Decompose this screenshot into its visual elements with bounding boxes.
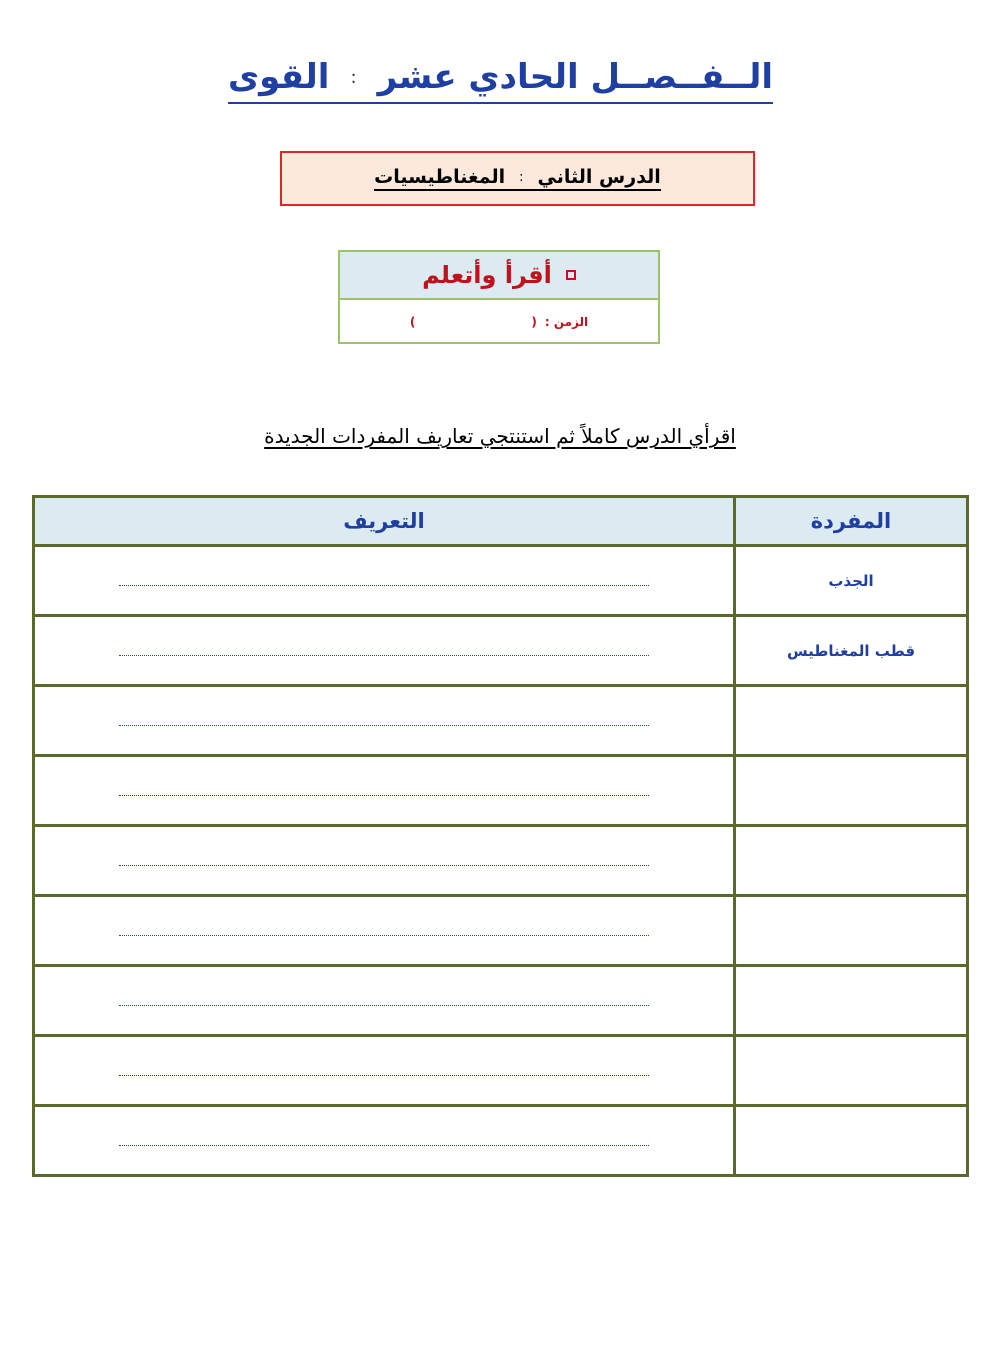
term-cell[interactable] (735, 896, 968, 966)
table-row (34, 1036, 968, 1106)
instruction-text: اقرأي الدرس كاملاً ثم استنتجي تعاريف المفردات الجديدة (264, 424, 736, 448)
dotted-line (119, 584, 649, 586)
table-header-row (34, 497, 968, 546)
definition-cell[interactable] (34, 966, 735, 1036)
dotted-line (119, 864, 649, 866)
lesson-box (280, 151, 755, 206)
time-row (340, 300, 658, 344)
topic-title: القوى (228, 57, 330, 97)
dotted-line (119, 724, 649, 726)
dotted-line (119, 1144, 649, 1146)
vocabulary-table (32, 495, 969, 1177)
definition-cell[interactable] (34, 756, 735, 826)
term-cell: الجذب (735, 546, 968, 616)
term-cell[interactable] (735, 966, 968, 1036)
lesson-colon: : (519, 169, 524, 185)
definition-cell[interactable] (34, 616, 735, 686)
table-row (34, 756, 968, 826)
time-open-paren: ( (531, 315, 537, 329)
dotted-line (119, 1074, 649, 1076)
table-row (34, 1106, 968, 1176)
term-cell[interactable] (735, 1036, 968, 1106)
dotted-line (119, 1004, 649, 1006)
dotted-line (119, 794, 649, 796)
time-label: الزمن : (544, 315, 589, 329)
read-and-learn-header (340, 252, 658, 300)
lesson-heading (374, 166, 661, 191)
term-column-header: المفردة (735, 497, 968, 546)
table-row (34, 966, 968, 1036)
term-cell[interactable] (735, 1106, 968, 1176)
definition-cell[interactable] (34, 686, 735, 756)
lesson-name: المغناطيسيات (374, 166, 506, 188)
lesson-label: الدرس الثاني (537, 166, 661, 188)
definition-column-header: التعريف (34, 497, 735, 546)
term-cell: قطب المغناطيس (735, 616, 968, 686)
checkbox-square-icon (566, 270, 576, 280)
table-row (34, 546, 968, 616)
table-row (34, 826, 968, 896)
definition-cell[interactable] (34, 1106, 735, 1176)
time-close-paren: ) (409, 315, 416, 329)
dotted-line (119, 934, 649, 936)
term-cell[interactable] (735, 686, 968, 756)
table-row (34, 896, 968, 966)
definition-cell[interactable] (34, 826, 735, 896)
table-row (34, 616, 968, 686)
chapter-title (228, 52, 773, 104)
dotted-line (119, 654, 649, 656)
read-and-learn-title: أقرأ وأتعلم (422, 261, 552, 289)
definition-cell[interactable] (34, 896, 735, 966)
title-colon: : (350, 66, 357, 88)
definition-cell[interactable] (34, 1036, 735, 1106)
chapter-name: الــفــصــل الحادي عشر (377, 57, 773, 97)
term-cell[interactable] (735, 756, 968, 826)
term-cell[interactable] (735, 826, 968, 896)
definition-cell[interactable] (34, 546, 735, 616)
read-and-learn-box (338, 250, 660, 344)
table-row (34, 686, 968, 756)
